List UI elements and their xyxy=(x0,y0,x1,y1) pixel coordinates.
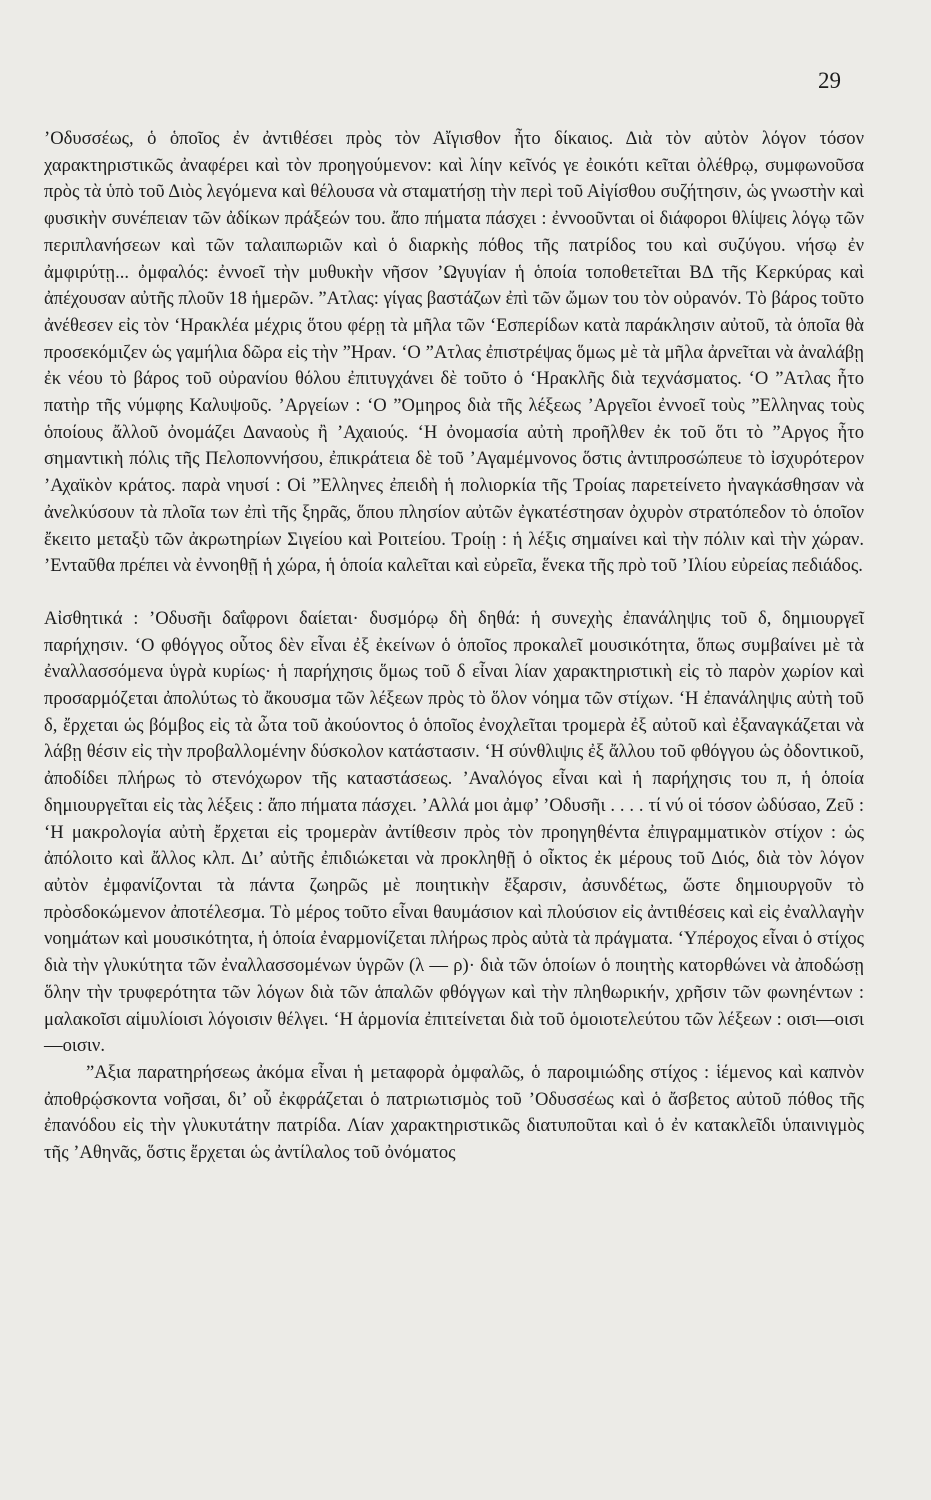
body-text xyxy=(44,126,864,1167)
paragraph-remarks: ”Αξια παρατηρήσεως ἀκόμα εἶναι ἡ μεταφορὰ ὀμφαλῶς, ὁ παροιμιώδης στίχος : ἱέμενος καὶ καπνὸν ἀποθρῴσκοντα νοῆσαι, δι’ οὗ ἐκφράζεται ὁ πατριωτισμὸς τοῦ ’Οδυσσέως καὶ ὁ ἄσβετος αὐτοῦ πόθος τῆς ἐπανόδου εἰς τὴν γλυκυτάτην πατρίδα. Λίαν χαρακτηριστικῶς διατυποῦται καὶ ὁ ἐν κατακλεῖδι ὑπαινιγμὸς τῆς ’Αθηνᾶς, ὅστις ἔρχεται ὡς ἀντίλαλος τοῦ ὀνόματος xyxy=(44,1061,864,1164)
paragraph-aesthetics: Αἰσθητικά : ’Οδυσῆι δαΐφρονι δαίεται· δυσμόρῳ δὴ δηθά: ἡ συνεχὴς ἐπανάληψις τοῦ δ, δημιουργεῖ παρήχησιν. ‘Ο φθόγγος οὗτος δὲν εἶναι ἐξ ἐκείνων ὁ ὁποῖος προκαλεῖ μουσικότητα, ὅπως συμβαίνει μὲ τὰ ἐναλλασσόμενα ὑγρὰ κυρίως· ἡ παρήχησις ὅμως τοῦ δ εἶναι λίαν χαρακτηριστικὴ εἰς τὸ παρὸν χωρίον καὶ προσαρμόζεται ἀπολύτως τὸ ἄκουσμα τῶν λέξεων πρὸς τὸ ὅλον νόημα τῶν στίχων. ‘Η ἐπανάληψις αὐτὴ τοῦ δ, ἔρχεται ὡς βόμβος εἰς τὰ ὦτα τοῦ ἀκούοντος ὁ ὁποῖος ἐνοχλεῖται τρομερὰ ἐξ αὐτοῦ καὶ ἐξαναγκάζεται νὰ λάβῃ θέσιν εἰς τὴν προβαλλομένην δύσκολον κατάστασιν. ‘Η σύνθλιψις ἐξ ἄλλου τοῦ φθόγγου ὡς ὀδοντικοῦ, ἀποδίδει πλήρως τὸ στενόχωρον τῆς καταστάσεως. ’Αναλόγος εἶναι καὶ ἡ παρήχησις του π, ἡ ὁποία δημιουργεῖται εἰς τὰς λέξεις : ἄπο πήματα πάσχει. ’Αλλά μοι ἀμφ’ ’Οδυσῆι . . . . τί νύ οἱ τόσον ὠδύσαο, Ζεῦ : ‘Η μακρολογία αὐτὴ ἔρχεται εἰς τρομερὰν ἀντίθεσιν πρὸς τὸν προηγηθέντα ἐπιγραμματικὸν στίχον : ὡς ἀπόλοιτο καὶ ἄλλος κλπ. Δι’ αὐτῆς ἐπιδιώκεται νὰ προκληθῇ ὁ οἶκτος ἐκ μέρους τοῦ Διός, διὰ τὸν λόγον αὐτὸν ἐμφανίζονται τὰ πάντα ζωηρῶς μὲ ποιητικὴν ἔξαρσιν, ἀσυνδέτως, ὥστε δημιουργοῦν τὸ πρὸσδοκώμενον ἀποτέλεσμα. Τὸ μέρος τοῦτο εἶναι θαυμάσιον καὶ πλούσιον εἰς ἀντιθέσεις καὶ εἰς ἐναλλαγὴν νοημάτων καὶ μουσικότητα, ἡ ὁποία ἐναρμονίζεται πλήρως πρὸς αὐτὰ τὰ πράγματα. ‘Υπέροχος εἶναι ὁ στίχος διὰ τὴν γλυκύτητα τῶν ἐναλλασσομένων ὑγρῶν (λ — ρ)· διὰ τῶν ὁποίων ὁ ποιητὴς κατορθώνει νὰ ἀποδώσῃ ὅλην τὴν τρυφερότητα τῶν λόγων διὰ τῶν ἁπαλῶν φθόγγων καὶ τὴν πληθωρικήν, χρῆσιν τῶν φωνηέντων : μαλακοῖσι αἱμυλίοισι λόγοισιν θέλγει. ‘Η ἁρμονία ἐπιτείνεται διὰ τοῦ ὁμοιοτελεύτου τῶν λέξεων : οισι—οισι—οισιν. xyxy=(44,607,864,1057)
paragraph-commentary: ’Οδυσσέως, ὁ ὁποῖος ἐν ἀντιθέσει πρὸς τὸν Αἴγισθον ἦτο δίκαιος. Διὰ τὸν αὐτὸν λόγον τόσον χαρακτηριστικῶς ἀναφέρει καὶ τὸν προηγούμενον: καὶ λίην κεῖνός γε ἐοικότι κεῖται ὀλέθρῳ, συμφωνοῦσα πρὸς τὰ ὑπὸ τοῦ Διὸς λεγόμενα καὶ θέλουσα νὰ σταματήσῃ τὴν περὶ τοῦ Αἰγίσθου συζήτησιν, ὡς γνωστὴν καὶ φυσικὴν συνέπειαν τῶν ἀδίκων πράξεών του. ἄπο πήματα πάσχει : ἐννοοῦνται οἱ διάφοροι θλίψεις λόγῳ τῶν περιπλανήσεων καὶ τῶν ταλαιπωριῶν καὶ ὁ διαρκὴς πόθος τῆς πατρίδος του καὶ συζύγου. νήσῳ ἐν ἀμφιρύτῃ... ὀμφαλός: ἐννοεῖ τὴν μυθυκὴν νῆσον ’Ωγυγίαν ἡ ὁποία τοποθετεῖται ΒΔ τῆς Κερκύρας καὶ ἀπέχουσαν αὐτῆς πλοῦν 18 ἡμερῶν. ”Ατλας: γίγας βαστάζων ἐπὶ τῶν ὤμων του τὸν οὐρανόν. Τὸ βάρος τοῦτο ἀνέθεσεν εἰς τὸν ‘Ηρακλέα μέχρις ὅτου φέρῃ τὰ μῆλα τῶν ‘Εσπερίδων κατὰ παράκλησιν αὐτοῦ, τὰ ὁποῖα θὰ προσεκόμιζεν ὡς γαμήλια δῶρα εἰς τὴν ”Ηραν. ‘Ο ”Ατλας ἐπιστρέψας ὅμως μὲ τὰ μῆλα ἀρνεῖται νὰ ἀναλάβῃ ἐκ νέου τὸ βάρος τοῦ οὐρανίου θόλου ἐπιτυγχάνει δὲ τοῦτο ὁ ‘Ηρακλῆς διὰ τεχνάσματος. ‘Ο ”Ατλας ἦτο πατὴρ τῆς νύμφης Καλυψοῦς. ’Αργείων : ‘Ο ”Ομηρος διὰ τῆς λέξεως ’Αργεῖοι ἐννοεῖ τοὺς ”Ελληνας τοὺς ὁποίους ἄλλοῦ ὀνομάζει Δαναοὺς ἢ ’Αχαιούς. ‘Η ὀνομασία αὐτὴ προῆλθεν ἐκ τοῦ ὅτι τὸ ”Αργος ἦτο σημαντικὴ πόλις τῆς Πελοποννήσου, ἐπικράτεια δὲ τοῦ ’Αγαμέμνονος ὅστις ἀντιπροσώπευε τὸ ἰσχυρότερον ’Αχαϊκὸν κράτος. παρὰ νηυσί : Οἱ ”Ελληνες ἐπειδὴ ἡ πολιορκία τῆς Τροίας παρετείνετο ἠναγκάσθησαν νὰ ἀνελκύσουν τὰ πλοῖα των ἐπὶ τῆς ξηρᾶς, ὅπου πλησίον αὐτῶν ἐγκατέστησαν ὀχυρὸν στρατόπεδον τὸ ὁποῖον ἔκειτο μεταξὺ τῶν ἀκρωτηρίων Σιγείου καὶ Ροιτείου. Τροίῃ : ἡ λέξις σημαίνει καὶ τὴν πόλιν καὶ τὴν χώραν. ’Ενταῦθα πρέπει νὰ ἐννοηθῇ ἡ χώρα, ἡ ὁποία καλεῖται καὶ εὐρεῖα, ἕνεκα τῆς πρὸ τοῦ ’Ιλίου εὐρείας πεδιάδος. xyxy=(44,128,864,577)
page-number: 29 xyxy=(818,68,841,93)
